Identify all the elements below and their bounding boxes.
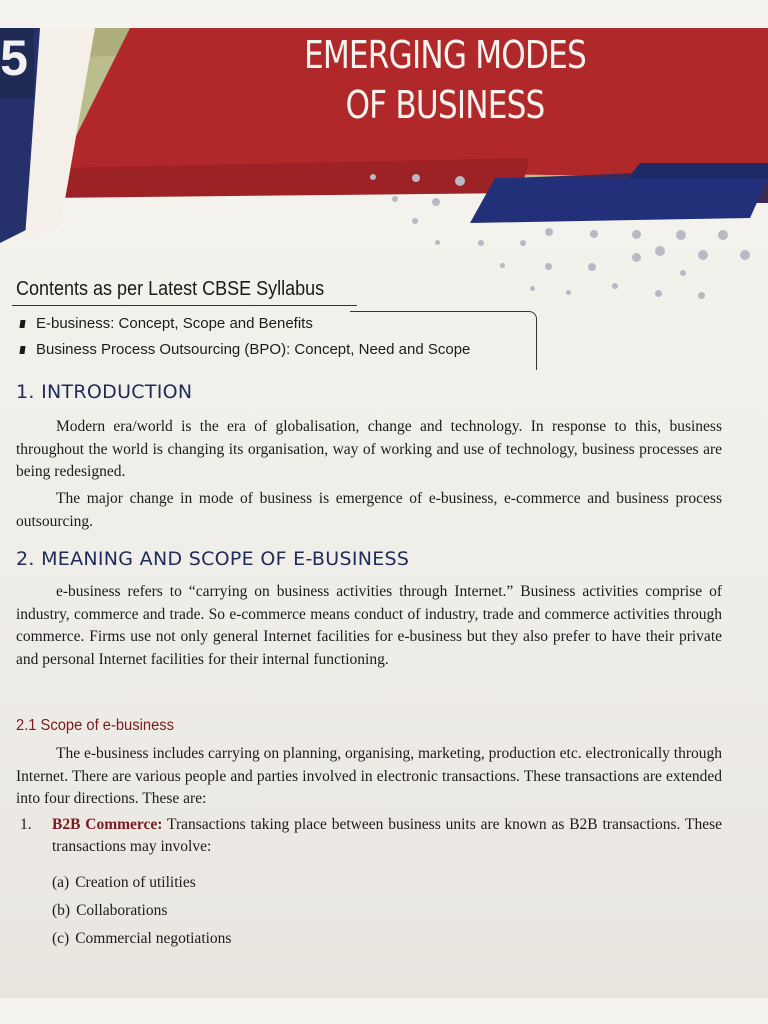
subitem-utilities: (a) Creation of utilities <box>52 874 196 891</box>
bullet-icon <box>19 320 25 328</box>
heading-meaning-scope: 2. MEANING AND SCOPE OF E-BUSINESS <box>16 548 410 570</box>
b2b-text: Transactions taking place between business units are known as B2B transactions. These transactions may involve: <box>52 816 722 855</box>
meaning-paragraph: e-business refers to “carrying on business activities through Internet.” Business activities comprise of industry, commerce and trade. So e-commerce means conduct of industry, trade and commerce activities through commerce. Firms use not only general Internet facilities for e-business but they also prefer to have their private and personal Internet facilities for their internal functioning. <box>16 583 722 668</box>
chapter-title <box>293 30 596 130</box>
textbook-page <box>0 28 768 998</box>
chapter-title-line1: EMERGING MODES <box>303 33 587 77</box>
chapter-title-line2: OF BUSINESS <box>345 83 545 127</box>
heading-introduction: 1. INTRODUCTION <box>16 381 193 403</box>
list-number: 1. <box>20 816 32 833</box>
contents-item-bpo: Business Process Outsourcing (BPO): Concept, Need and Scope <box>20 341 470 358</box>
contents-divider <box>12 305 357 306</box>
contents-title: Contents as per Latest CBSE Syllabus <box>16 278 325 300</box>
chapter-number-tab: 5 <box>0 28 34 98</box>
bullet-icon <box>19 346 25 354</box>
intro-paragraph-1: Modern era/world is the era of globalisation, change and technology. In response to this, business throughout the world is changing its organisation, way of working and use of technology, business processes are being redesigned. <box>16 418 722 480</box>
scope-paragraph: The e-business includes carrying on planning, organising, marketing, production etc. electronically through Internet. There are various people and parties involved in electronic transactions. These transactions are extended into four directions. These are: <box>16 745 722 807</box>
b2b-label: B2B Commerce: <box>52 816 163 833</box>
intro-paragraph-2: The major change in mode of business is emergence of e-business, e-commerce and business process outsourcing. <box>16 490 722 530</box>
b2b-list-item <box>52 814 722 858</box>
heading-scope-ebusiness: 2.1 Scope of e-business <box>16 717 174 734</box>
subitem-negotiations: (c) Commercial negotiations <box>52 930 232 947</box>
subitem-collaborations: (b) Collaborations <box>52 902 168 919</box>
contents-item-ebusiness: E-business: Concept, Scope and Benefits <box>20 315 313 332</box>
